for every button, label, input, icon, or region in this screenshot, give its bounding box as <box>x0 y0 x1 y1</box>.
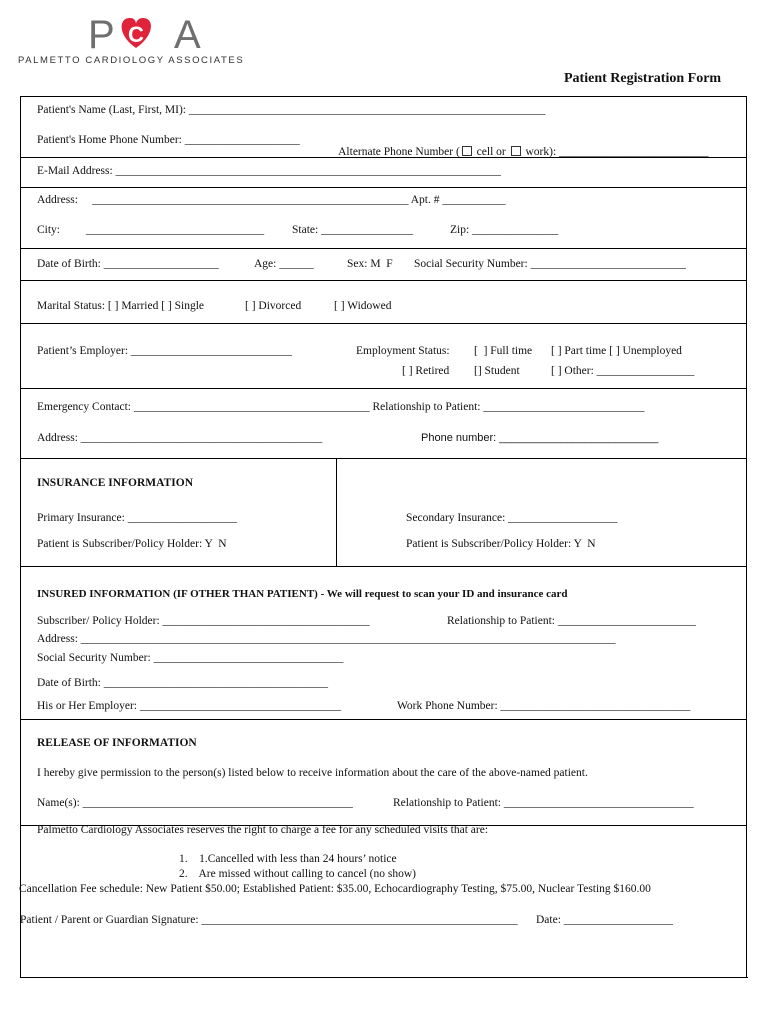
signature-field[interactable]: Patient / Parent or Guardian Signature: _______________________________________________________ <box>20 914 518 926</box>
cell-checkbox[interactable] <box>462 146 472 156</box>
emp-full-time-option[interactable]: [ ] Full time <box>474 345 533 357</box>
form-border-bottom <box>20 977 748 978</box>
marital-widowed-option[interactable]: [ ] Widowed <box>334 300 392 312</box>
home-phone-field[interactable]: Patient's Home Phone Number: ____________________ <box>37 134 300 146</box>
insured-employer-field[interactable]: His or Her Employer: ___________________________________ <box>37 700 342 712</box>
pca-logo-graphic <box>88 10 228 52</box>
email-field[interactable]: E-Mail Address: ___________________________________________________________________ <box>37 165 501 177</box>
state-field[interactable]: State: ________________ <box>292 224 414 236</box>
zip-field[interactable]: Zip: _______________ <box>450 224 559 236</box>
insured-heading: INSURED INFORMATION (IF OTHER THAN PATIENT) - We will request to scan your ID and insurance card <box>37 588 568 600</box>
cancellation-fee-schedule: Cancellation Fee schedule: New Patient $50.00; Established Patient: $35.00, Echocardiography Testing, $75.00, Nuclear Testing $160.00 <box>19 883 651 895</box>
release-statement: I hereby give permission to the person(s) listed below to receive information about the care of the above-named patient. <box>37 767 588 779</box>
primary-subscriber-field[interactable]: Patient is Subscriber/Policy Holder: Y N <box>37 538 227 550</box>
divider <box>20 719 746 720</box>
divider <box>20 248 746 249</box>
emergency-contact-field[interactable]: Emergency Contact: _________________________________________ Relationship to Patient: ____________________________ <box>37 401 645 413</box>
logo-letter-a: A <box>174 13 201 52</box>
employment-status-label: Employment Status: <box>356 345 450 357</box>
divider <box>20 280 746 281</box>
logo-subtitle: PALMETTO CARDIOLOGY ASSOCIATES <box>18 55 245 66</box>
release-names-field[interactable]: Name(s): _______________________________________________ <box>37 797 353 809</box>
work-checkbox[interactable] <box>511 146 521 156</box>
logo-letter-p: P <box>88 13 115 52</box>
release-relationship-field[interactable]: Relationship to Patient: _________________________________ <box>393 797 694 809</box>
cancellation-notice: Palmetto Cardiology Associates reserves the right to charge a fee for any scheduled visits that are: <box>37 824 489 836</box>
release-heading: RELEASE OF INFORMATION <box>37 737 197 749</box>
dob-field[interactable]: Date of Birth: ____________________ <box>37 258 219 270</box>
signature-date-field[interactable]: Date: ___________________ <box>536 914 674 926</box>
work-label: work): __________________________ <box>522 146 709 158</box>
cancellation-item-1: 1. 1.Cancelled with less than 24 hours’ notice <box>179 853 397 865</box>
primary-insurance-field[interactable]: Primary Insurance: ___________________ <box>37 512 237 524</box>
secondary-subscriber-field[interactable]: Patient is Subscriber/Policy Holder: Y N <box>406 538 596 550</box>
marital-divorced-option[interactable]: [ ] Divorced <box>245 300 302 312</box>
logo-letter-c: C <box>128 22 144 47</box>
divider <box>20 388 746 389</box>
insured-dob-field[interactable]: Date of Birth: _______________________________________ <box>37 677 328 689</box>
insured-work-phone-field[interactable]: Work Phone Number: _________________________________ <box>397 700 691 712</box>
logo <box>18 10 288 68</box>
insured-ssn-field[interactable]: Social Security Number: _________________________________ <box>37 652 344 664</box>
alt-phone-label: Alternate Phone Number ( <box>338 146 460 158</box>
address-field[interactable]: Address: _______________________________________________________ Apt. # ___________ <box>37 194 506 206</box>
secondary-insurance-field[interactable]: Secondary Insurance: ___________________ <box>406 512 618 524</box>
form-title: Patient Registration Form <box>564 71 722 86</box>
emergency-phone-field[interactable]: Phone number: __________________________ <box>421 432 659 444</box>
city-field[interactable]: City: _______________________________ <box>37 224 265 236</box>
emp-retired-option[interactable]: [ ] Retired <box>402 365 450 377</box>
insurance-heading: INSURANCE INFORMATION <box>37 477 194 489</box>
policy-holder-field[interactable]: Subscriber/ Policy Holder: ____________________________________ <box>37 615 370 627</box>
cancellation-item-2: 2. Are missed without calling to cancel (no show) <box>179 868 416 880</box>
marital-status-options[interactable]: Marital Status: [ ] Married [ ] Single <box>37 300 205 312</box>
cell-label: cell or <box>473 146 509 158</box>
insured-address-field[interactable]: Address: _____________________________________________________________________________________________ <box>37 633 616 645</box>
divider <box>20 458 746 459</box>
ssn-field[interactable]: Social Security Number: ___________________________ <box>414 258 686 270</box>
form-border-left <box>20 96 21 978</box>
insurance-column-divider <box>336 458 337 566</box>
emp-student-option[interactable]: [] Student <box>474 365 520 377</box>
emp-part-unemployed-options[interactable]: [ ] Part time [ ] Unemployed <box>551 345 682 357</box>
divider <box>20 566 746 567</box>
alternate-phone-field[interactable] <box>333 134 709 158</box>
patient-name-field[interactable]: Patient's Name (Last, First, MI): ______________________________________________________________ <box>37 104 546 116</box>
emp-other-option[interactable]: [ ] Other: _________________ <box>551 365 695 377</box>
form-border-right <box>746 96 747 978</box>
employer-field[interactable]: Patient’s Employer: ____________________________ <box>37 345 292 357</box>
divider <box>20 157 746 158</box>
divider <box>20 187 746 188</box>
form-border-top <box>20 96 746 97</box>
divider <box>20 323 746 324</box>
insured-relationship-field[interactable]: Relationship to Patient: ________________________ <box>447 615 696 627</box>
age-field[interactable]: Age: ______ <box>254 258 314 270</box>
emergency-address-field[interactable]: Address: __________________________________________ <box>37 432 323 444</box>
sex-field[interactable]: Sex: M F <box>347 258 393 270</box>
